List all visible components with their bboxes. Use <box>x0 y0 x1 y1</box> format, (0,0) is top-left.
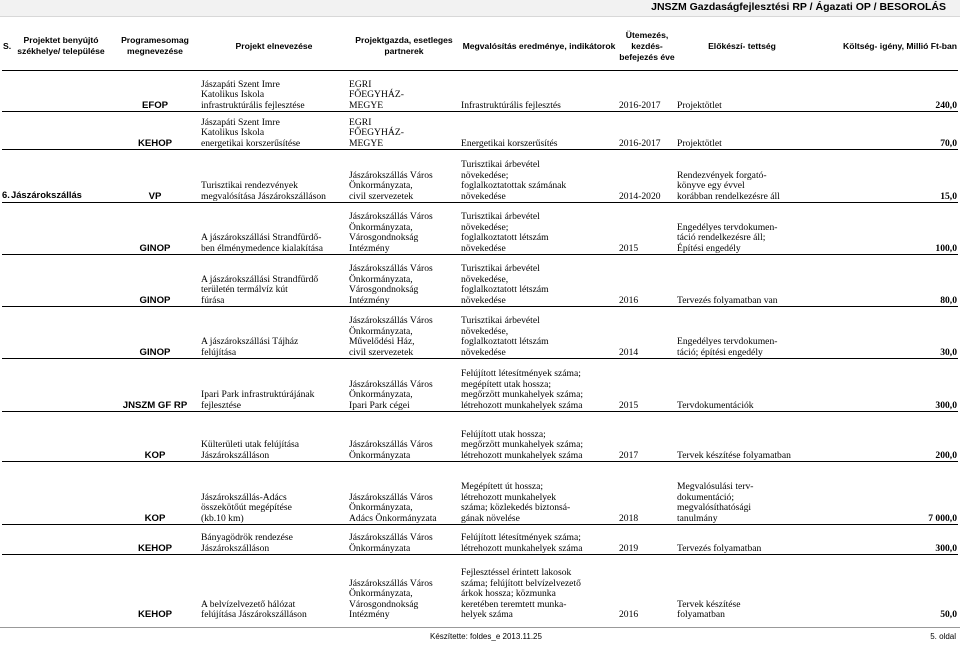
program-cell-text: KEHOP <box>137 542 173 554</box>
project-name-cell <box>200 255 348 307</box>
cost-cell-text: 300,0 <box>935 542 957 554</box>
cost-cell <box>808 71 958 112</box>
cost-cell-text: 200,0 <box>935 449 957 461</box>
cost-cell <box>808 112 958 150</box>
header-owner: Projektgazda, esetleges partnerek <box>355 35 453 56</box>
empty-cell <box>2 525 12 555</box>
empty-cell <box>2 462 12 525</box>
indicator-cell-text: Energetikai korszerűsítés <box>461 137 558 149</box>
preparation-cell <box>676 555 808 621</box>
cost-cell-text: 80,0 <box>940 294 957 306</box>
owner-cell <box>348 359 460 412</box>
table-row <box>2 150 958 203</box>
schedule-cell <box>618 112 676 150</box>
project-name-cell-text: Jászapáti Szent Imre Katolikus Iskola infrastruktúrális fejlesztése <box>201 78 305 111</box>
schedule-cell-text: 2015 <box>619 399 639 411</box>
cost-cell <box>808 203 958 255</box>
program-cell-text: KEHOP <box>137 609 173 621</box>
schedule-cell-text: 2014 <box>619 346 639 358</box>
program-cell-text: GINOP <box>139 242 171 254</box>
indicator-cell <box>460 307 618 359</box>
preparation-cell <box>676 359 808 412</box>
project-name-cell <box>200 525 348 555</box>
empty-cell <box>12 203 110 255</box>
document-title: JNSZM Gazdaságfejlesztési RP / Ágazati OP / BESOROLÁS <box>651 1 946 13</box>
program-cell <box>110 112 200 150</box>
schedule-cell <box>618 150 676 203</box>
program-cell <box>110 555 200 621</box>
empty-cell <box>12 359 110 412</box>
schedule-cell <box>618 412 676 462</box>
project-name-cell <box>200 555 348 621</box>
indicator-cell <box>460 555 618 621</box>
indicator-cell <box>460 462 618 525</box>
project-name-cell-text: Bányagödrök rendezése Jászárokszálláson <box>201 532 293 554</box>
empty-cell <box>2 255 12 307</box>
empty-cell <box>2 412 12 462</box>
project-name-cell <box>200 203 348 255</box>
project-name-cell <box>200 71 348 112</box>
owner-cell-text: Jászárokszállás Város Önkormányzata, Művelődési Ház, civil szervezetek <box>349 315 433 358</box>
table-row <box>2 555 958 621</box>
table-row <box>2 112 958 150</box>
header-cost: Költség- igény, Millió Ft-ban <box>843 40 957 51</box>
program-cell <box>110 307 200 359</box>
table-row <box>2 71 958 112</box>
project-name-cell <box>200 359 348 412</box>
header-settlement: Projektet benyújtó székhelye/ települése <box>17 35 105 56</box>
owner-cell-text: EGRI FŐEGYHÁZ- MEGYE <box>349 116 404 149</box>
project-table <box>2 22 958 621</box>
owner-cell-text: Jászárokszállás Város Önkormányzata <box>349 439 433 461</box>
schedule-cell-text: 2019 <box>619 542 639 554</box>
program-cell <box>110 525 200 555</box>
preparation-cell <box>676 71 808 112</box>
indicator-cell <box>460 255 618 307</box>
preparation-cell-text: Tervezés folyamatban van <box>677 294 778 306</box>
owner-cell-text: Jászárokszállás Város Önkormányzata <box>349 532 433 554</box>
indicator-cell-text: Felújított utak hossza; megőrzött munkahelyek száma; létrehozott munkahelyek száma <box>461 428 584 461</box>
owner-cell <box>348 255 460 307</box>
owner-cell-text: Jászárokszállás Város Önkormányzata, Ipari Park cégei <box>349 378 433 411</box>
indicator-cell-text: Megépített út hossza; létrehozott munkahelyek száma; közlekedés biztonsá- gának növelése <box>461 481 571 524</box>
project-name-cell-text: A jászárokszállási Strandfürdő területén termálvíz kút fúrása <box>201 273 319 306</box>
schedule-cell <box>618 255 676 307</box>
settlement-name: Jászárokszállás <box>11 189 82 200</box>
indicator-cell <box>460 71 618 112</box>
owner-cell <box>348 307 460 359</box>
indicator-cell <box>460 203 618 255</box>
owner-cell-text: EGRI FŐEGYHÁZ- MEGYE <box>349 78 404 111</box>
owner-cell <box>348 525 460 555</box>
project-name-cell <box>200 112 348 150</box>
cost-cell <box>808 359 958 412</box>
preparation-cell-text: Engedélyes tervdokumen- táció rendelkezésre áll; Építési engedély <box>677 221 778 254</box>
cost-cell <box>808 307 958 359</box>
cost-cell-text: 100,0 <box>935 242 957 254</box>
preparation-cell-text: Tervek készítése folyamatban <box>677 449 791 461</box>
cost-cell-text: 30,0 <box>940 346 957 358</box>
project-name-cell <box>200 150 348 203</box>
program-cell <box>110 203 200 255</box>
schedule-cell-text: 2018 <box>619 512 639 524</box>
schedule-cell <box>618 555 676 621</box>
owner-cell <box>348 71 460 112</box>
preparation-cell-text: Engedélyes tervdokumen- táció; építési engedély <box>677 336 778 358</box>
empty-cell <box>12 255 110 307</box>
preparation-cell <box>676 203 808 255</box>
preparation-cell <box>676 112 808 150</box>
schedule-cell <box>618 71 676 112</box>
schedule-cell-text: 2016 <box>619 609 639 621</box>
cost-cell-text: 70,0 <box>940 137 957 149</box>
cost-cell <box>808 462 958 525</box>
project-name-cell-text: A belvízelvezető hálózat felújítása Jászárokszálláson <box>201 598 307 621</box>
preparation-cell <box>676 412 808 462</box>
project-name-cell-text: Turisztikai rendezvények megvalósítása Jászárokszálláson <box>201 180 326 202</box>
program-cell-text: KOP <box>144 512 166 524</box>
cost-cell <box>808 412 958 462</box>
empty-cell <box>12 412 110 462</box>
empty-cell <box>2 359 12 412</box>
cost-cell-text: 300,0 <box>935 399 957 411</box>
owner-cell <box>348 462 460 525</box>
schedule-cell <box>618 525 676 555</box>
project-name-cell-text: Jászapáti Szent Imre Katolikus Iskola energetikai korszerűsítése <box>201 116 301 149</box>
table-row <box>2 412 958 462</box>
schedule-cell-text: 2016-2017 <box>619 137 661 149</box>
header-prep: Előkészí- tettség <box>708 40 776 51</box>
program-cell <box>110 150 200 203</box>
preparation-cell-text: Tervezés folyamatban <box>677 542 762 554</box>
program-cell-text: EFOP <box>141 99 169 111</box>
owner-cell-text: Jászárokszállás Város Önkormányzata, Városgondnokság Intézmény <box>349 577 433 621</box>
program-cell-text: JNSZM GF RP <box>122 399 188 411</box>
cost-cell-text: 7 000,0 <box>928 512 957 524</box>
program-cell-text: VP <box>148 190 162 202</box>
preparation-cell-text: Projektötlet <box>677 137 722 149</box>
cost-cell <box>808 525 958 555</box>
project-name-cell <box>200 412 348 462</box>
indicator-cell <box>460 150 618 203</box>
preparation-cell-text: Rendezvények forgató- könyve egy évvel korábban rendelkezésre áll <box>677 169 780 202</box>
indicator-cell-text: Turisztikai árbevétel növekedése; foglalkoztatott létszám növekedése <box>461 211 549 254</box>
indicator-cell <box>460 359 618 412</box>
indicator-cell-text: Infrastruktúrális fejlesztés <box>461 99 561 111</box>
owner-cell <box>348 150 460 203</box>
cost-cell-text: 50,0 <box>940 609 957 621</box>
indicator-cell-text: Felújított létesítmények száma; létrehozott munkahelyek száma <box>461 532 583 554</box>
indicator-cell-text: Turisztikai árbevétel növekedése, foglalkoztatott létszám növekedése <box>461 263 549 306</box>
schedule-cell-text: 2015 <box>619 242 639 254</box>
cost-cell <box>808 555 958 621</box>
indicator-cell-text: Fejlesztéssel érintett lakosok száma; felújított belvízelvezető árkok hossza; közmunka keretében teremtett munka- helyek száma <box>461 567 581 621</box>
empty-cell <box>12 555 110 621</box>
empty-cell <box>2 71 12 112</box>
table-row <box>2 359 958 412</box>
preparation-cell-text: Megvalósulási terv- dokumentáció; megvalósíthatósági tanulmány <box>677 481 754 524</box>
header-result: Megvalósítás eredménye, indikátorok <box>462 40 616 51</box>
preparation-cell <box>676 255 808 307</box>
empty-cell <box>2 307 12 359</box>
empty-cell <box>12 307 110 359</box>
schedule-cell-text: 2017 <box>619 449 639 461</box>
program-cell <box>110 255 200 307</box>
schedule-cell <box>618 359 676 412</box>
footer-created: Készítette: foldes_e 2013.11.25 <box>430 632 542 641</box>
project-name-cell-text: Ipari Park infrastruktúrájának fejlesztése <box>201 389 315 411</box>
program-cell <box>110 462 200 525</box>
preparation-cell <box>676 307 808 359</box>
table-row <box>2 307 958 359</box>
schedule-cell <box>618 203 676 255</box>
program-cell-text: KOP <box>144 449 166 461</box>
owner-cell <box>348 555 460 621</box>
project-name-cell-text: Külterületi utak felújítása Jászárokszálláson <box>201 439 300 461</box>
empty-cell <box>12 112 110 150</box>
indicator-cell-text: Felújított létesítmények száma; megépített utak hossza; megőrzött munkahelyek száma; létrehozott munkahelyek száma <box>461 368 584 411</box>
schedule-cell-text: 2016-2017 <box>619 99 661 111</box>
program-cell-text: GINOP <box>139 294 171 306</box>
cost-cell <box>808 150 958 203</box>
footer-divider <box>0 627 960 628</box>
empty-cell <box>2 555 12 621</box>
row-number: 6. <box>2 189 10 200</box>
program-cell <box>110 359 200 412</box>
schedule-cell <box>618 462 676 525</box>
indicator-cell-text: Turisztikai árbevétel növekedése, foglalkoztatott létszám növekedése <box>461 315 549 358</box>
schedule-cell-text: 2016 <box>619 294 639 306</box>
cost-cell <box>808 255 958 307</box>
schedule-cell-text: 2014-2020 <box>619 190 661 202</box>
header-row <box>2 22 958 71</box>
empty-cell <box>12 462 110 525</box>
schedule-cell <box>618 307 676 359</box>
empty-cell <box>2 112 12 150</box>
preparation-cell <box>676 150 808 203</box>
owner-cell-text: Jászárokszállás Város Önkormányzata, Adács Önkormányzata <box>349 491 437 524</box>
table-row <box>2 462 958 525</box>
indicator-cell-text: Turisztikai árbevétel növekedése; foglalkoztatottak számának növekedése <box>461 159 567 202</box>
footer-page: 5. oldal <box>930 632 956 641</box>
program-cell-text: KEHOP <box>137 137 173 149</box>
preparation-cell <box>676 462 808 525</box>
project-name-cell-text: Jászárokszállás-Adács összekötőút megépítése (kb.10 km) <box>201 491 292 524</box>
header-program: Programesomag megnevezése <box>121 35 189 56</box>
table-row <box>2 525 958 555</box>
cost-cell-text: 240,0 <box>935 99 957 111</box>
indicator-cell <box>460 412 618 462</box>
indicator-cell <box>460 525 618 555</box>
project-name-cell <box>200 462 348 525</box>
program-cell <box>110 412 200 462</box>
program-cell-text: GINOP <box>139 346 171 358</box>
owner-cell-text: Jászárokszállás Város Önkormányzata, Városgondnokság Intézmény <box>349 263 433 306</box>
preparation-cell-text: Tervdokumentációk <box>677 399 754 411</box>
owner-cell <box>348 112 460 150</box>
table-row <box>2 203 958 255</box>
owner-cell-text: Jászárokszállás Város Önkormányzata, civil szervezetek <box>349 169 433 202</box>
preparation-cell <box>676 525 808 555</box>
owner-cell-text: Jászárokszállás Város Önkormányzata, Városgondnokság Intézmény <box>349 211 433 254</box>
project-name-cell <box>200 307 348 359</box>
preparation-cell-text: Projektötlet <box>677 99 722 111</box>
project-name-cell-text: A jászárokszállási Tájház felújítása <box>201 336 299 358</box>
program-cell <box>110 71 200 112</box>
empty-cell <box>2 203 12 255</box>
cost-cell-text: 15,0 <box>940 190 957 202</box>
table-row <box>2 255 958 307</box>
empty-cell <box>12 525 110 555</box>
preparation-cell-text: Tervek készítése folyamatban <box>677 598 741 621</box>
owner-cell <box>348 412 460 462</box>
title-bar <box>0 0 960 17</box>
project-name-cell-text: A jászárokszállási Strandfürdő- ben élménymedence kialakítása <box>201 232 323 254</box>
header-sn: S. <box>3 40 12 51</box>
header-schedule: Ütemezés, kezdés- befejezés éve <box>619 29 675 62</box>
indicator-cell <box>460 112 618 150</box>
empty-cell <box>12 71 110 112</box>
header-project: Projekt elnevezése <box>235 40 313 51</box>
owner-cell <box>348 203 460 255</box>
